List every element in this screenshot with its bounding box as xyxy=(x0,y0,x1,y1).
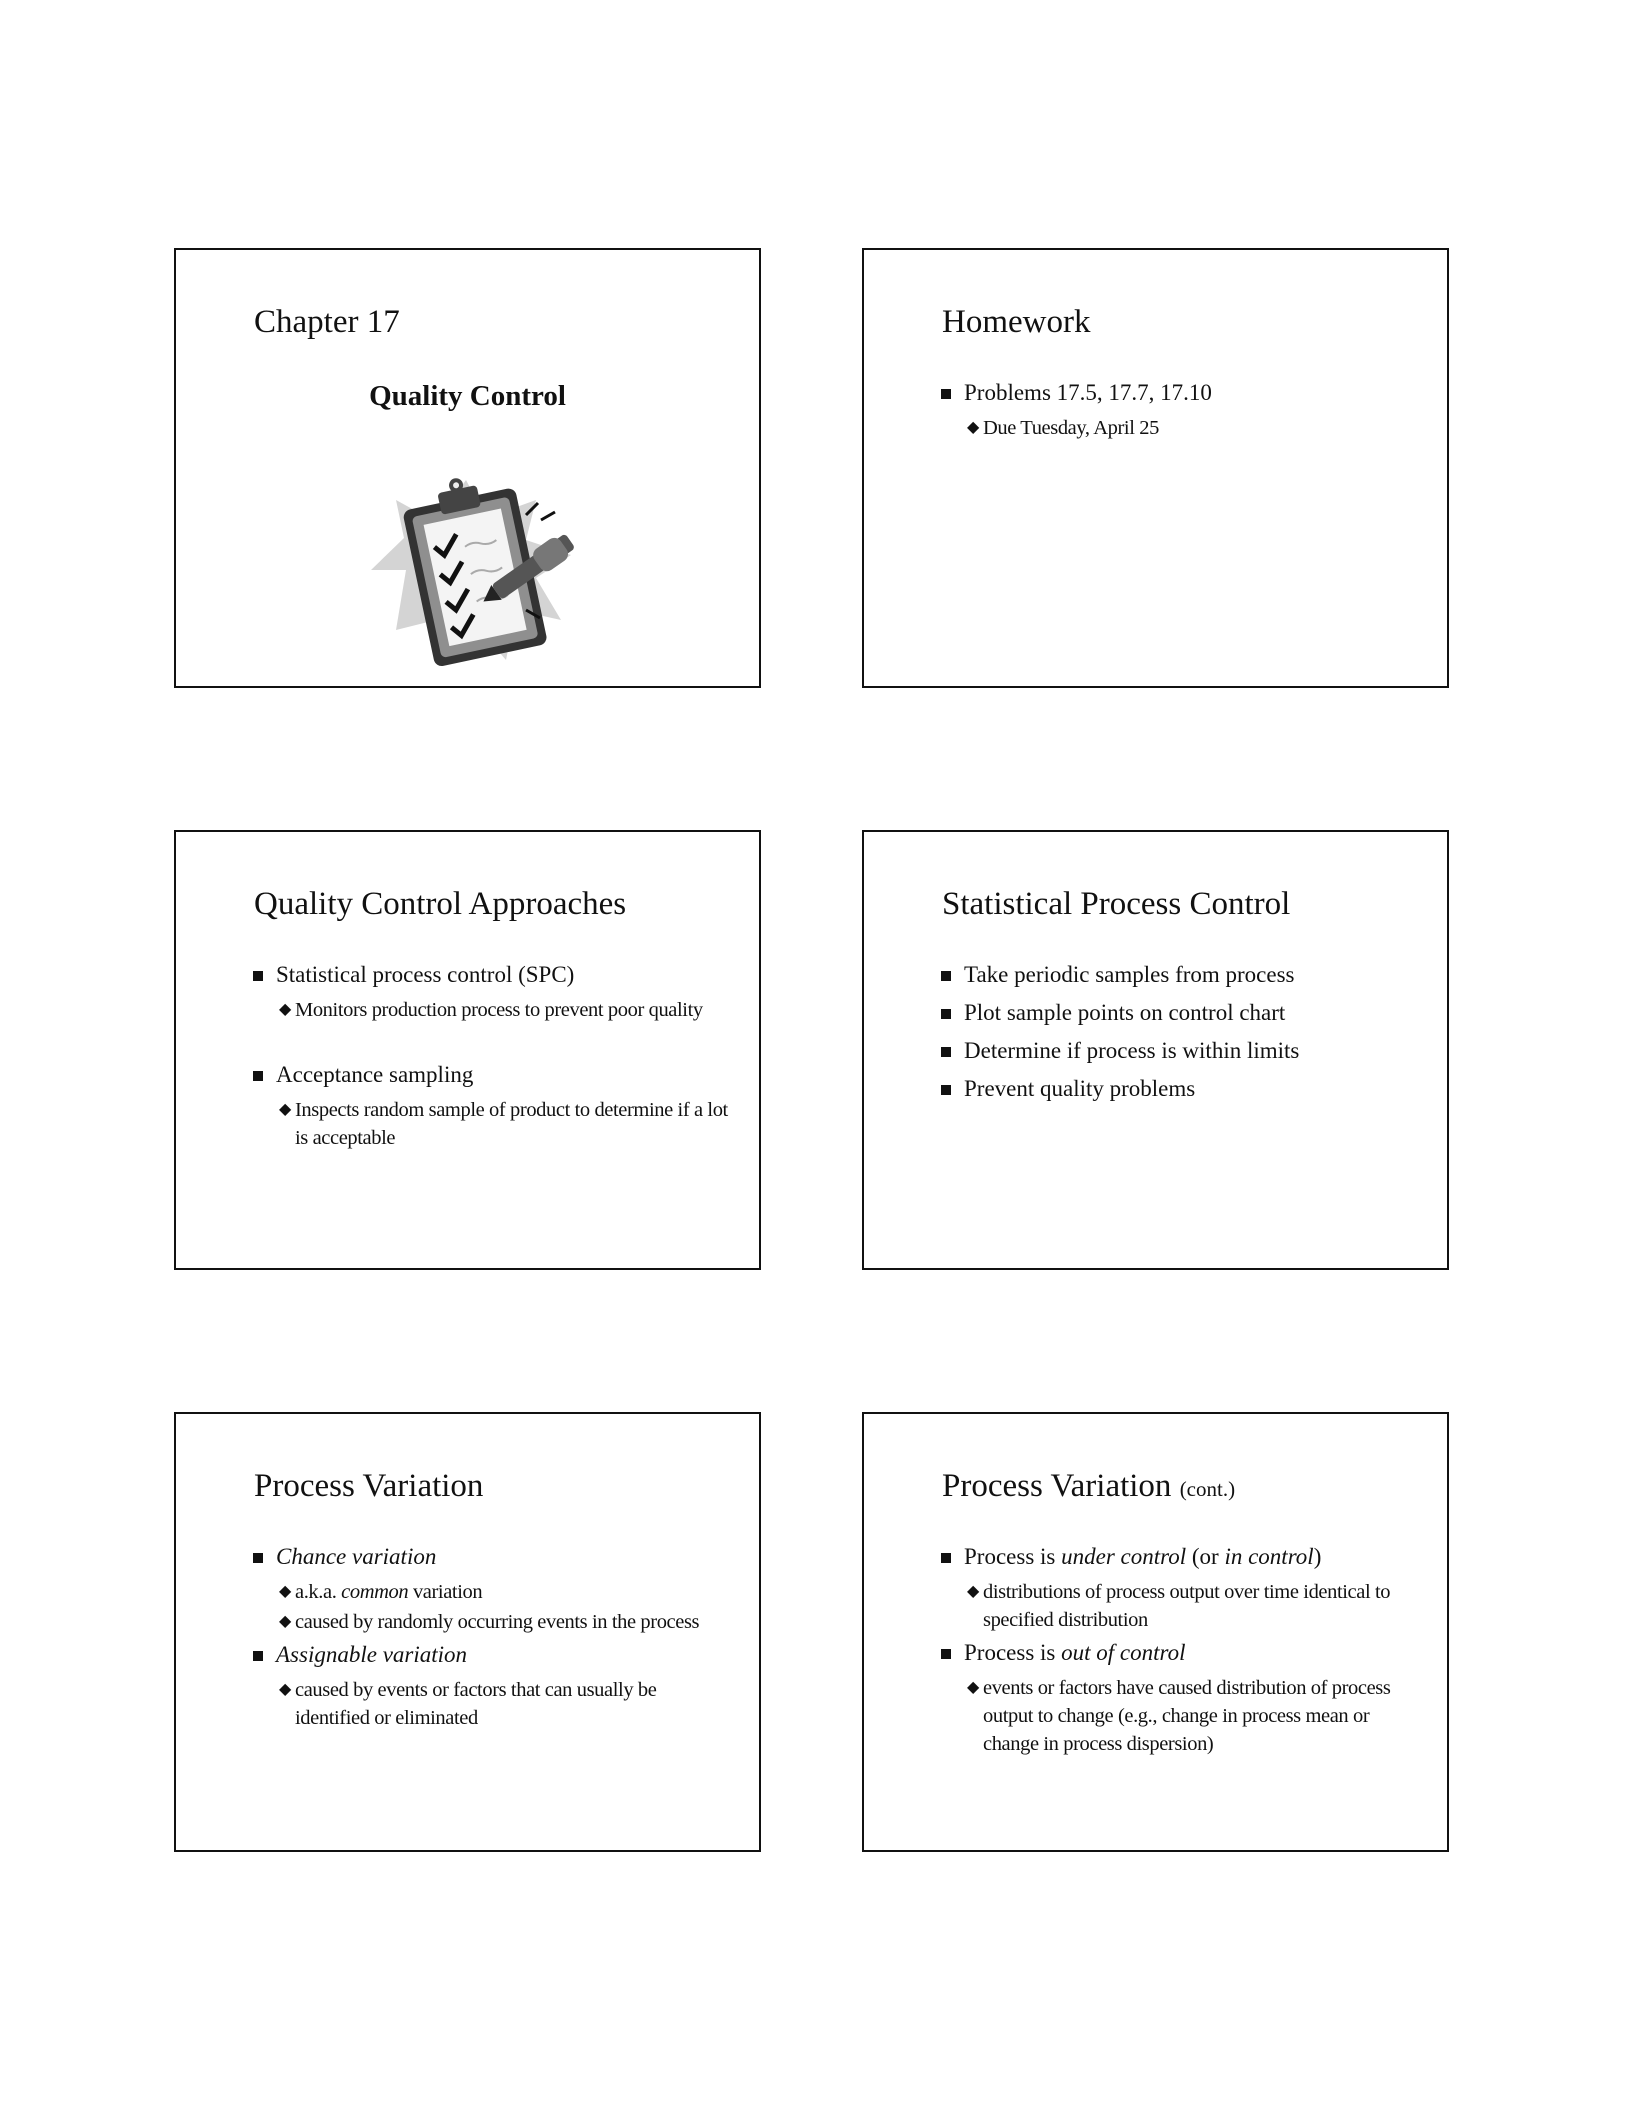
bullet-item: Chance variation xyxy=(252,1542,735,1572)
bullet-item: Process is under control (or in control) xyxy=(940,1542,1423,1572)
bullet-item: Process is out of control xyxy=(940,1638,1423,1668)
clipboard-checklist-icon xyxy=(366,460,606,670)
slide-quality-control-approaches xyxy=(174,830,761,1270)
bullet-item: Statistical process control (SPC) xyxy=(252,960,735,990)
diamond-bullet-icon: ◆ xyxy=(967,1679,979,1696)
slide-title: Homework xyxy=(942,304,1091,340)
bullet-item: Prevent quality problems xyxy=(940,1074,1423,1104)
slide-title: Process Variation xyxy=(254,1468,484,1504)
diamond-bullet-icon: ◆ xyxy=(967,419,979,436)
slide-body xyxy=(940,960,1423,1112)
bullet-item: Plot sample points on control chart xyxy=(940,998,1423,1028)
sub-bullet-item: ◆ a.k.a. common variation xyxy=(295,1578,735,1606)
diamond-bullet-icon: ◆ xyxy=(279,1613,291,1630)
bullet-item: Problems 17.5, 17.7, 17.10 xyxy=(940,378,1423,408)
slide-title: Statistical Process Control xyxy=(942,886,1291,922)
sub-bullet-item: ◆ Monitors production process to prevent poor quality xyxy=(295,996,735,1024)
slide-chapter-17 xyxy=(174,248,761,688)
sub-bullet-item: ◆ Due Tuesday, April 25 xyxy=(983,414,1423,442)
bullet-item: Take periodic samples from process xyxy=(940,960,1423,990)
diamond-bullet-icon: ◆ xyxy=(279,1583,291,1600)
diamond-bullet-icon: ◆ xyxy=(279,1101,291,1118)
slide-statistical-process-control xyxy=(862,830,1449,1270)
sub-bullet-item: ◆ Inspects random sample of product to determine if a lot is acceptable xyxy=(295,1096,735,1152)
slide-title: Quality Control Approaches xyxy=(254,886,627,922)
slide-body xyxy=(940,1542,1423,1762)
sub-bullet-item: ◆ caused by randomly occurring events in the process xyxy=(295,1608,735,1636)
title-suffix: (cont.) xyxy=(1179,1477,1236,1501)
sub-bullet-item: ◆ caused by events or factors that can usually be identified or eliminated xyxy=(295,1676,735,1732)
diamond-bullet-icon: ◆ xyxy=(967,1583,979,1600)
diamond-bullet-icon: ◆ xyxy=(279,1001,291,1018)
sub-bullet-item: ◆ distributions of process output over time identical to specified distribution xyxy=(983,1578,1423,1634)
diamond-bullet-icon: ◆ xyxy=(279,1681,291,1698)
slide-process-variation xyxy=(174,1412,761,1852)
slide-subtitle: Quality Control xyxy=(369,380,566,412)
slide-body xyxy=(940,378,1423,446)
sub-bullet-item: ◆ events or factors have caused distribution of process output to change (e.g., change in process mean or change in process dispersion) xyxy=(983,1674,1423,1758)
slide-body xyxy=(252,1542,735,1736)
slide-body xyxy=(252,960,735,1156)
slide-title: Chapter 17 xyxy=(254,304,400,340)
bullet-item: Determine if process is within limits xyxy=(940,1036,1423,1066)
bullet-item: Assignable variation xyxy=(252,1640,735,1670)
slide-process-variation-cont xyxy=(862,1412,1449,1852)
slide-homework xyxy=(862,248,1449,688)
slide-title: Process Variation (cont.) xyxy=(942,1468,1236,1504)
bullet-item: Acceptance sampling xyxy=(252,1060,735,1090)
